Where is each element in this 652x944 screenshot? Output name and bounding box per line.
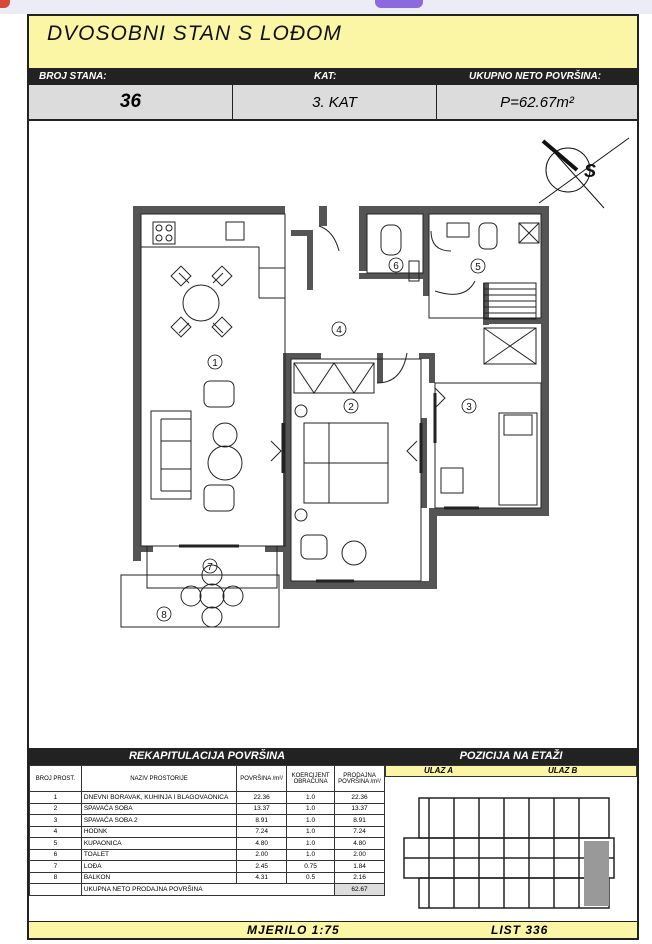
table-cell: 1.0 bbox=[287, 838, 335, 850]
table-cell: KUPAONICA bbox=[81, 838, 236, 850]
table-cell: SPAVAĆA SOBA bbox=[81, 803, 236, 815]
table-cell: 22.36 bbox=[237, 792, 287, 804]
table-body bbox=[30, 792, 385, 884]
table-row bbox=[30, 849, 385, 861]
bottom-section bbox=[29, 748, 637, 938]
table-cell: 1.0 bbox=[287, 803, 335, 815]
total-value: 62.67 bbox=[335, 884, 385, 896]
table-cell: BALKON bbox=[81, 872, 236, 884]
walls bbox=[133, 206, 549, 589]
col-header: KOERCIJENT OBRAČUNA bbox=[287, 766, 335, 792]
table-cell: 4.80 bbox=[237, 838, 287, 850]
room-number: 6 bbox=[393, 261, 399, 272]
table-cell: TOALET bbox=[81, 849, 236, 861]
table-cell: 13.37 bbox=[335, 803, 385, 815]
table-row bbox=[30, 826, 385, 838]
table-cell: 6 bbox=[30, 849, 82, 861]
table-row bbox=[30, 792, 385, 804]
table-row bbox=[30, 815, 385, 827]
total-row bbox=[30, 884, 385, 896]
table-cell: 2.00 bbox=[335, 849, 385, 861]
table-cell: SPAVAĆA SOBA 2 bbox=[81, 815, 236, 827]
col-header: NAZIV PROSTORIJE bbox=[81, 766, 236, 792]
ulaz-bar bbox=[385, 765, 637, 777]
table-cell: 7 bbox=[30, 861, 82, 873]
broj-label: BROJ STANA: bbox=[39, 71, 107, 82]
table-row bbox=[30, 872, 385, 884]
room-number: 3 bbox=[466, 402, 472, 413]
room-number: 4 bbox=[336, 325, 342, 336]
povrsina-label: UKUPNO NETO POVRŠINA: bbox=[469, 71, 602, 82]
table-cell: 4.31 bbox=[237, 872, 287, 884]
table-cell: 13.37 bbox=[237, 803, 287, 815]
table-row bbox=[30, 861, 385, 873]
table-cell: 2.45 bbox=[237, 861, 287, 873]
table-cell: 2 bbox=[30, 803, 82, 815]
table-cell: 2.16 bbox=[335, 872, 385, 884]
table-cell: 1.84 bbox=[335, 861, 385, 873]
table-cell: 1.0 bbox=[287, 792, 335, 804]
room-number: 8 bbox=[161, 610, 167, 621]
title-bar bbox=[29, 16, 637, 69]
table-cell: HODNK bbox=[81, 826, 236, 838]
browser-top-strip bbox=[0, 0, 652, 14]
table-cell: DNEVNI BORAVAK, KUHINJA I BLAGOVAONICA bbox=[81, 792, 236, 804]
floorplan-sheet bbox=[27, 14, 639, 940]
top-tab-indicator[interactable] bbox=[375, 0, 423, 8]
table-cell: 1.0 bbox=[287, 849, 335, 861]
table-cell: 0.75 bbox=[287, 861, 335, 873]
total-label: UKUPNA NETO PRODAJNA POVRŠINA bbox=[81, 884, 334, 896]
apartment-title: DVOSOBNI STAN S LOĐOM bbox=[47, 22, 342, 45]
list-label: LIST 336 bbox=[491, 923, 549, 937]
apartment-highlight bbox=[584, 841, 609, 906]
pozicija-title: POZICIJA NA ETAŽI bbox=[385, 748, 637, 765]
ulaz-a-label: ULAZ A bbox=[424, 766, 454, 775]
table-cell: 1 bbox=[30, 792, 82, 804]
col-header: BROJ PROST. bbox=[30, 766, 82, 792]
info-values bbox=[29, 85, 637, 121]
col-header: PRODAJNA POVRŠINA /m²/ bbox=[335, 766, 385, 792]
room-number: 5 bbox=[475, 262, 481, 273]
povrsina-value: P=62.67m² bbox=[500, 93, 574, 111]
plan-lines bbox=[121, 214, 541, 627]
table-cell: 8 bbox=[30, 872, 82, 884]
table-cell: 7.24 bbox=[237, 826, 287, 838]
table-cell: 22.36 bbox=[335, 792, 385, 804]
col-header: POVRŠINA /m²/ bbox=[237, 766, 287, 792]
table-header-row bbox=[30, 766, 385, 792]
table-cell: 4.80 bbox=[335, 838, 385, 850]
table-cell: 1.0 bbox=[287, 815, 335, 827]
table-cell: 1.0 bbox=[287, 826, 335, 838]
table-cell: LOĐA bbox=[81, 861, 236, 873]
kat-value: 3. KAT bbox=[233, 85, 437, 119]
table-row bbox=[30, 803, 385, 815]
table-cell: 5 bbox=[30, 838, 82, 850]
table-cell: 8.91 bbox=[237, 815, 287, 827]
floor-plan-drawing bbox=[29, 123, 637, 743]
table-cell: 8.91 bbox=[335, 815, 385, 827]
footer-bar bbox=[29, 921, 637, 938]
table-cell: 7.24 bbox=[335, 826, 385, 838]
building-position-diagram bbox=[399, 783, 619, 913]
compass-letter: S bbox=[584, 161, 597, 181]
table-cell: 0.5 bbox=[287, 872, 335, 884]
window-close-dot[interactable] bbox=[0, 0, 10, 8]
area-table bbox=[29, 765, 385, 896]
north-compass-icon bbox=[539, 138, 629, 208]
ulaz-b-label: ULAZ B bbox=[548, 766, 578, 775]
mjerilo-label: MJERILO 1:75 bbox=[247, 923, 340, 937]
room-number: 1 bbox=[212, 358, 218, 369]
table-row bbox=[30, 838, 385, 850]
room-number: 7 bbox=[207, 562, 213, 573]
table-cell: 2.00 bbox=[237, 849, 287, 861]
kat-label: KAT: bbox=[314, 71, 337, 82]
room-number: 2 bbox=[348, 402, 354, 413]
table-cell: 3 bbox=[30, 815, 82, 827]
info-header bbox=[29, 69, 637, 85]
broj-value: 36 bbox=[29, 85, 233, 119]
table-cell: 4 bbox=[30, 826, 82, 838]
rekap-title: REKAPITULACIJA POVRŠINA bbox=[29, 748, 385, 765]
